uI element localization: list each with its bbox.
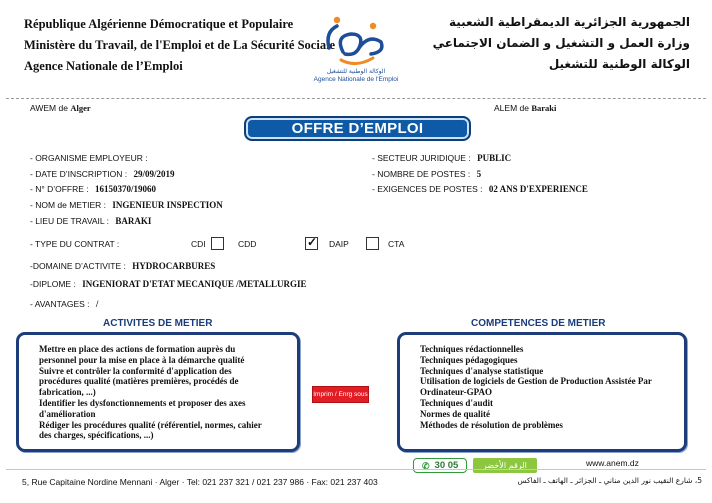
green-number: 30 05 bbox=[434, 459, 459, 471]
domaine-value: HYDROCARBURES bbox=[132, 261, 216, 271]
checkbox-cdd[interactable] bbox=[305, 237, 318, 250]
awem-field bbox=[30, 103, 91, 113]
logo-arabic-text: الوكالة الوطنية للتشغيل bbox=[326, 68, 386, 75]
numero-value: 16150370/19060 bbox=[95, 184, 157, 194]
postes-value: 5 bbox=[476, 169, 482, 179]
activite-line: Suivre et contrôler la conformité d'application des bbox=[39, 365, 232, 376]
numero-label: - N° D’OFFRE : bbox=[30, 184, 89, 194]
organisme-field bbox=[30, 153, 152, 163]
contract-label-daip: DAIP bbox=[329, 239, 349, 249]
avantages-value: / bbox=[95, 299, 99, 309]
secteur-label: - SECTEUR JURIDIQUE : bbox=[372, 153, 471, 163]
activite-line: d'amélioration bbox=[39, 408, 96, 419]
republic-name-ar: الجمهورية الجزائرية الديمقراطية الشعبية bbox=[448, 15, 690, 29]
competence-line: Techniques pédagogiques bbox=[420, 354, 518, 365]
organisme-label: - ORGANISME EMPLOYEUR : bbox=[30, 153, 148, 163]
checkbox-daip[interactable] bbox=[366, 237, 379, 250]
postes-label: - NOMBRE DE POSTES : bbox=[372, 169, 471, 179]
alem-label: ALEM de bbox=[494, 103, 529, 113]
contract-label-cdd: CDD bbox=[238, 239, 257, 249]
contract-label-cta: CTA bbox=[388, 239, 405, 249]
diplome-value: INGENIORAT D'ETAT MECANIQUE /METALLURGIE bbox=[82, 279, 307, 289]
agency-name-ar: الوكالة الوطنية للتشغيل bbox=[548, 57, 690, 71]
page-title: OFFRE D’EMPLOI bbox=[244, 116, 471, 141]
diplome-field bbox=[30, 279, 306, 289]
lieu-field bbox=[30, 216, 151, 226]
logo-french-text: Agence Nationale de l'Emploi bbox=[313, 76, 399, 83]
ministry-name: Ministère du Travail, de l'Emploi et de La Sécurité Sociale bbox=[24, 38, 336, 52]
date-value: 29/09/2019 bbox=[133, 169, 175, 179]
metier-value: INGENIEUR INSPECTION bbox=[112, 200, 223, 210]
anem-logo-icon bbox=[321, 12, 391, 68]
green-number-arabic: الرقم الأخضر bbox=[473, 458, 537, 473]
numero-field bbox=[30, 184, 156, 194]
metier-field bbox=[30, 200, 223, 210]
date-field bbox=[30, 169, 175, 179]
competence-line: Ordinateur-GPAO bbox=[420, 387, 492, 398]
awem-label: AWEM de bbox=[30, 103, 68, 113]
diplome-label: -DIPLOME : bbox=[30, 279, 76, 289]
secteur-field bbox=[372, 153, 511, 163]
contrat-label: - TYPE DU CONTRAT : bbox=[30, 239, 120, 249]
competence-line: Utilisation de logiciels de Gestion de Production Assistée Par bbox=[420, 376, 652, 387]
domaine-field bbox=[30, 261, 215, 271]
footer-address-arabic: 5، شارع النقيب نور الدين مناني ـ الجزائر ـ الهاتف ـ الفاكس bbox=[517, 476, 702, 485]
alem-value: Baraki bbox=[531, 103, 557, 113]
postes-field bbox=[372, 169, 481, 179]
agency-name: Agence Nationale de l’Emploi bbox=[24, 59, 183, 73]
ministry-name-ar: وزارة العمل و التشغيل و الضمان الاجتماعي bbox=[432, 36, 690, 50]
header-french bbox=[24, 14, 335, 77]
footer-divider bbox=[6, 469, 706, 470]
avantages-field bbox=[30, 299, 98, 309]
exigences-field bbox=[372, 184, 588, 194]
activite-line: personnel pour la mise en place à la démarche qualité bbox=[39, 354, 245, 365]
competence-line: Techniques d'audit bbox=[420, 397, 493, 408]
exigences-value: 02 ANS D'EXPERIENCE bbox=[488, 184, 588, 194]
competence-line: Techniques rédactionnelles bbox=[420, 344, 524, 354]
checkbox-cdi[interactable] bbox=[211, 237, 224, 250]
metier-label: - NOM de METIER : bbox=[30, 200, 107, 210]
avantages-label: - AVANTAGES : bbox=[30, 299, 90, 309]
website-link[interactable]: www.anem.dz bbox=[586, 458, 639, 468]
domaine-label: -DOMAINE D’ACTIVITE : bbox=[30, 261, 126, 271]
contract-label-cdi: CDI bbox=[191, 239, 206, 249]
competences-title: COMPETENCES DE METIER bbox=[471, 318, 606, 329]
date-label: - DATE D’INSCRIPTION : bbox=[30, 169, 128, 179]
activite-line: Identifier les dysfonctionnements et proposer des axes bbox=[39, 397, 246, 408]
phone-icon: ✆ bbox=[422, 460, 430, 471]
header-arabic bbox=[433, 12, 690, 75]
activites-panel bbox=[16, 332, 300, 452]
competence-line: Méthodes de résolution de problèmes bbox=[420, 419, 563, 430]
lieu-label: - LIEU DE TRAVAIL : bbox=[30, 216, 110, 226]
activite-line: des charges, spécifications, ...) bbox=[39, 430, 154, 441]
footer-address: 5, Rue Capitaine Nordine Mennani · Alger · Tel: 021 237 321 / 021 237 986 · Fax: 021 237 403 bbox=[22, 477, 378, 487]
header-divider bbox=[6, 98, 706, 99]
activite-line: fabrication, ...) bbox=[39, 387, 96, 398]
exigences-label: - EXIGENCES DE POSTES : bbox=[372, 184, 483, 194]
activite-line: Mettre en place des actions de formation auprès du bbox=[39, 344, 236, 354]
activite-line: procédures qualité (matières premières, procédés de bbox=[39, 376, 239, 387]
anem-logo bbox=[304, 12, 408, 92]
imprim-button[interactable]: Imprim / Enrg sous bbox=[312, 386, 369, 403]
secteur-value: PUBLIC bbox=[477, 153, 512, 163]
competence-line: Techniques d'analyse statistique bbox=[420, 365, 544, 376]
lieu-value: BARAKI bbox=[115, 216, 152, 226]
republic-name: République Algérienne Démocratique et Populaire bbox=[24, 17, 294, 31]
competence-line: Normes de qualité bbox=[420, 408, 490, 419]
green-number-badge bbox=[413, 458, 467, 473]
competences-panel bbox=[397, 332, 687, 452]
alem-field bbox=[494, 103, 556, 113]
activites-title: ACTIVITES DE METIER bbox=[103, 318, 213, 329]
activite-line: Rédiger les procédures qualité (référentiel, normes, cahier bbox=[39, 419, 262, 430]
awem-value: Alger bbox=[70, 103, 91, 113]
